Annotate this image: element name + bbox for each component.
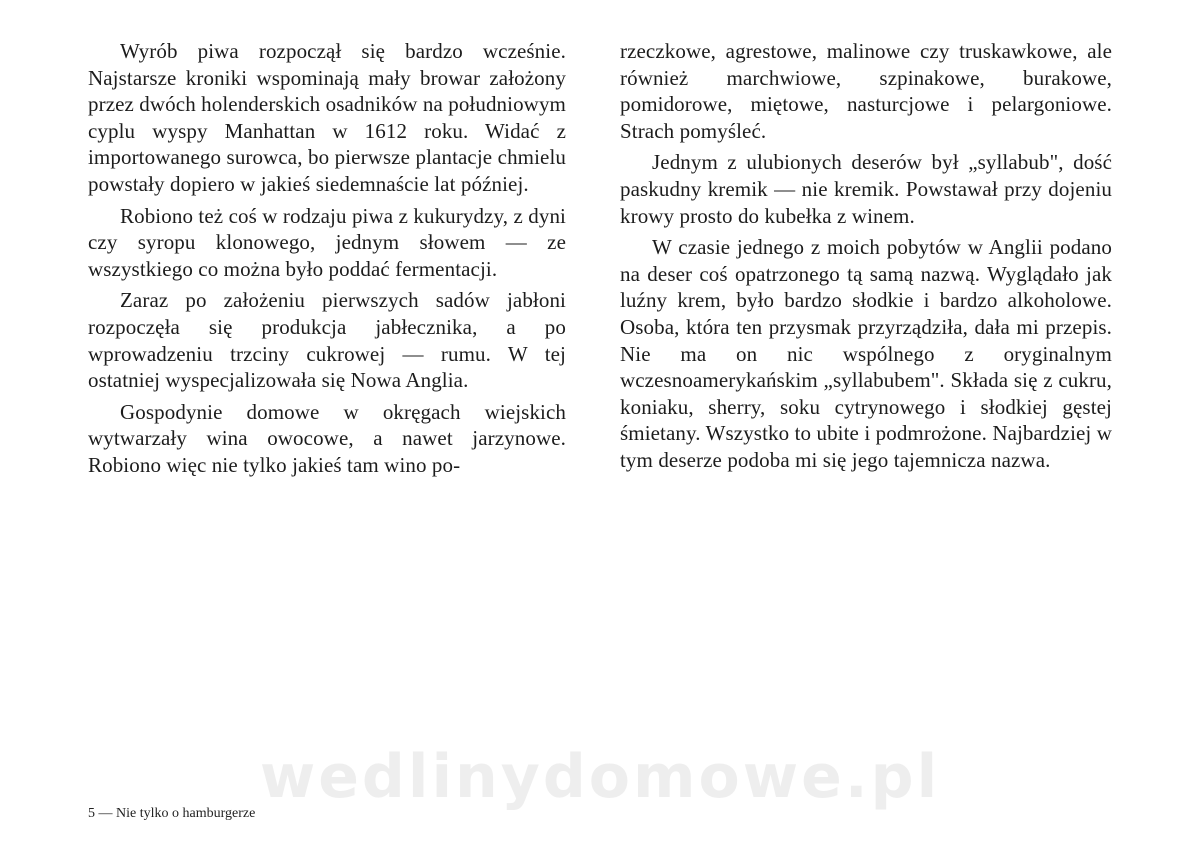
watermark: wedlinydomowe.pl — [259, 742, 941, 812]
paragraph-continued: rzeczkowe, agrestowe, malinowe czy truskawkowe, ale również marchwiowe, szpinakowe, burakowe, pomidorowe, miętowe, nasturcjowe i pelargoniowe. Strach pomyśleć. — [620, 39, 1112, 143]
paragraph: Jednym z ulubionych deserów był „syllabub", dość paskudny kremik — nie kremik. Powstawał przy dojeniu krowy prosto do kubełka z winem. — [620, 150, 1112, 228]
right-column — [620, 38, 1112, 479]
paragraph: Gospodynie domowe w okręgach wiejskich wytwarzały wina owocowe, a nawet jarzynowe. Robiono więc nie tylko jakieś tam wino po- — [88, 399, 566, 477]
paragraph: Zaraz po założeniu pierwszych sadów jabłoni rozpoczęła się produkcja jabłecznika, a po wprowadzeniu trzciny cukrowej — rumu. W tej ostatniej wyspecjalizowała się Nowa Anglia. — [88, 288, 566, 393]
paragraph: Wyrób piwa rozpoczął się bardzo wcześnie. Najstarsze kroniki wspominają mały browar założony przez dwóch holenderskich osadników na południowym cyplu wyspy Manhattan w 1612 roku. Widać z importowanego surowca, bo pierwsze plantacje chmielu powstały dopiero w jakieś siedemnaście lat później. — [88, 39, 566, 196]
paragraph: W czasie jednego z moich pobytów w Anglii podano na deser coś opatrzonego tą samą nazwą. Wyglądało jak luźny krem, było bardzo słodkie i bardzo alkoholowe. Osoba, która ten przysmak przyrządziła, dała mi przepis. Nie ma on nic wspólnego z oryginalnym wczesnoamerykańskim „syllabubem". Składa się z cukru, koniaku, sherry, soku cytrynowego i słodkiej gęstej śmietany. Wszystko to ubite i podmrożone. Najbardziej w tym deserze podoba mi się jego tajemnicza nazwa. — [620, 235, 1112, 472]
paragraph: Robiono też coś w rodzaju piwa z kukurydzy, z dyni czy syropu klonowego, jednym słowem — ze wszystkiego co można było poddać fermentacji. — [88, 203, 566, 281]
page-footer: 5 — Nie tylko o hamburgerze — [88, 806, 256, 821]
left-column — [88, 38, 566, 484]
